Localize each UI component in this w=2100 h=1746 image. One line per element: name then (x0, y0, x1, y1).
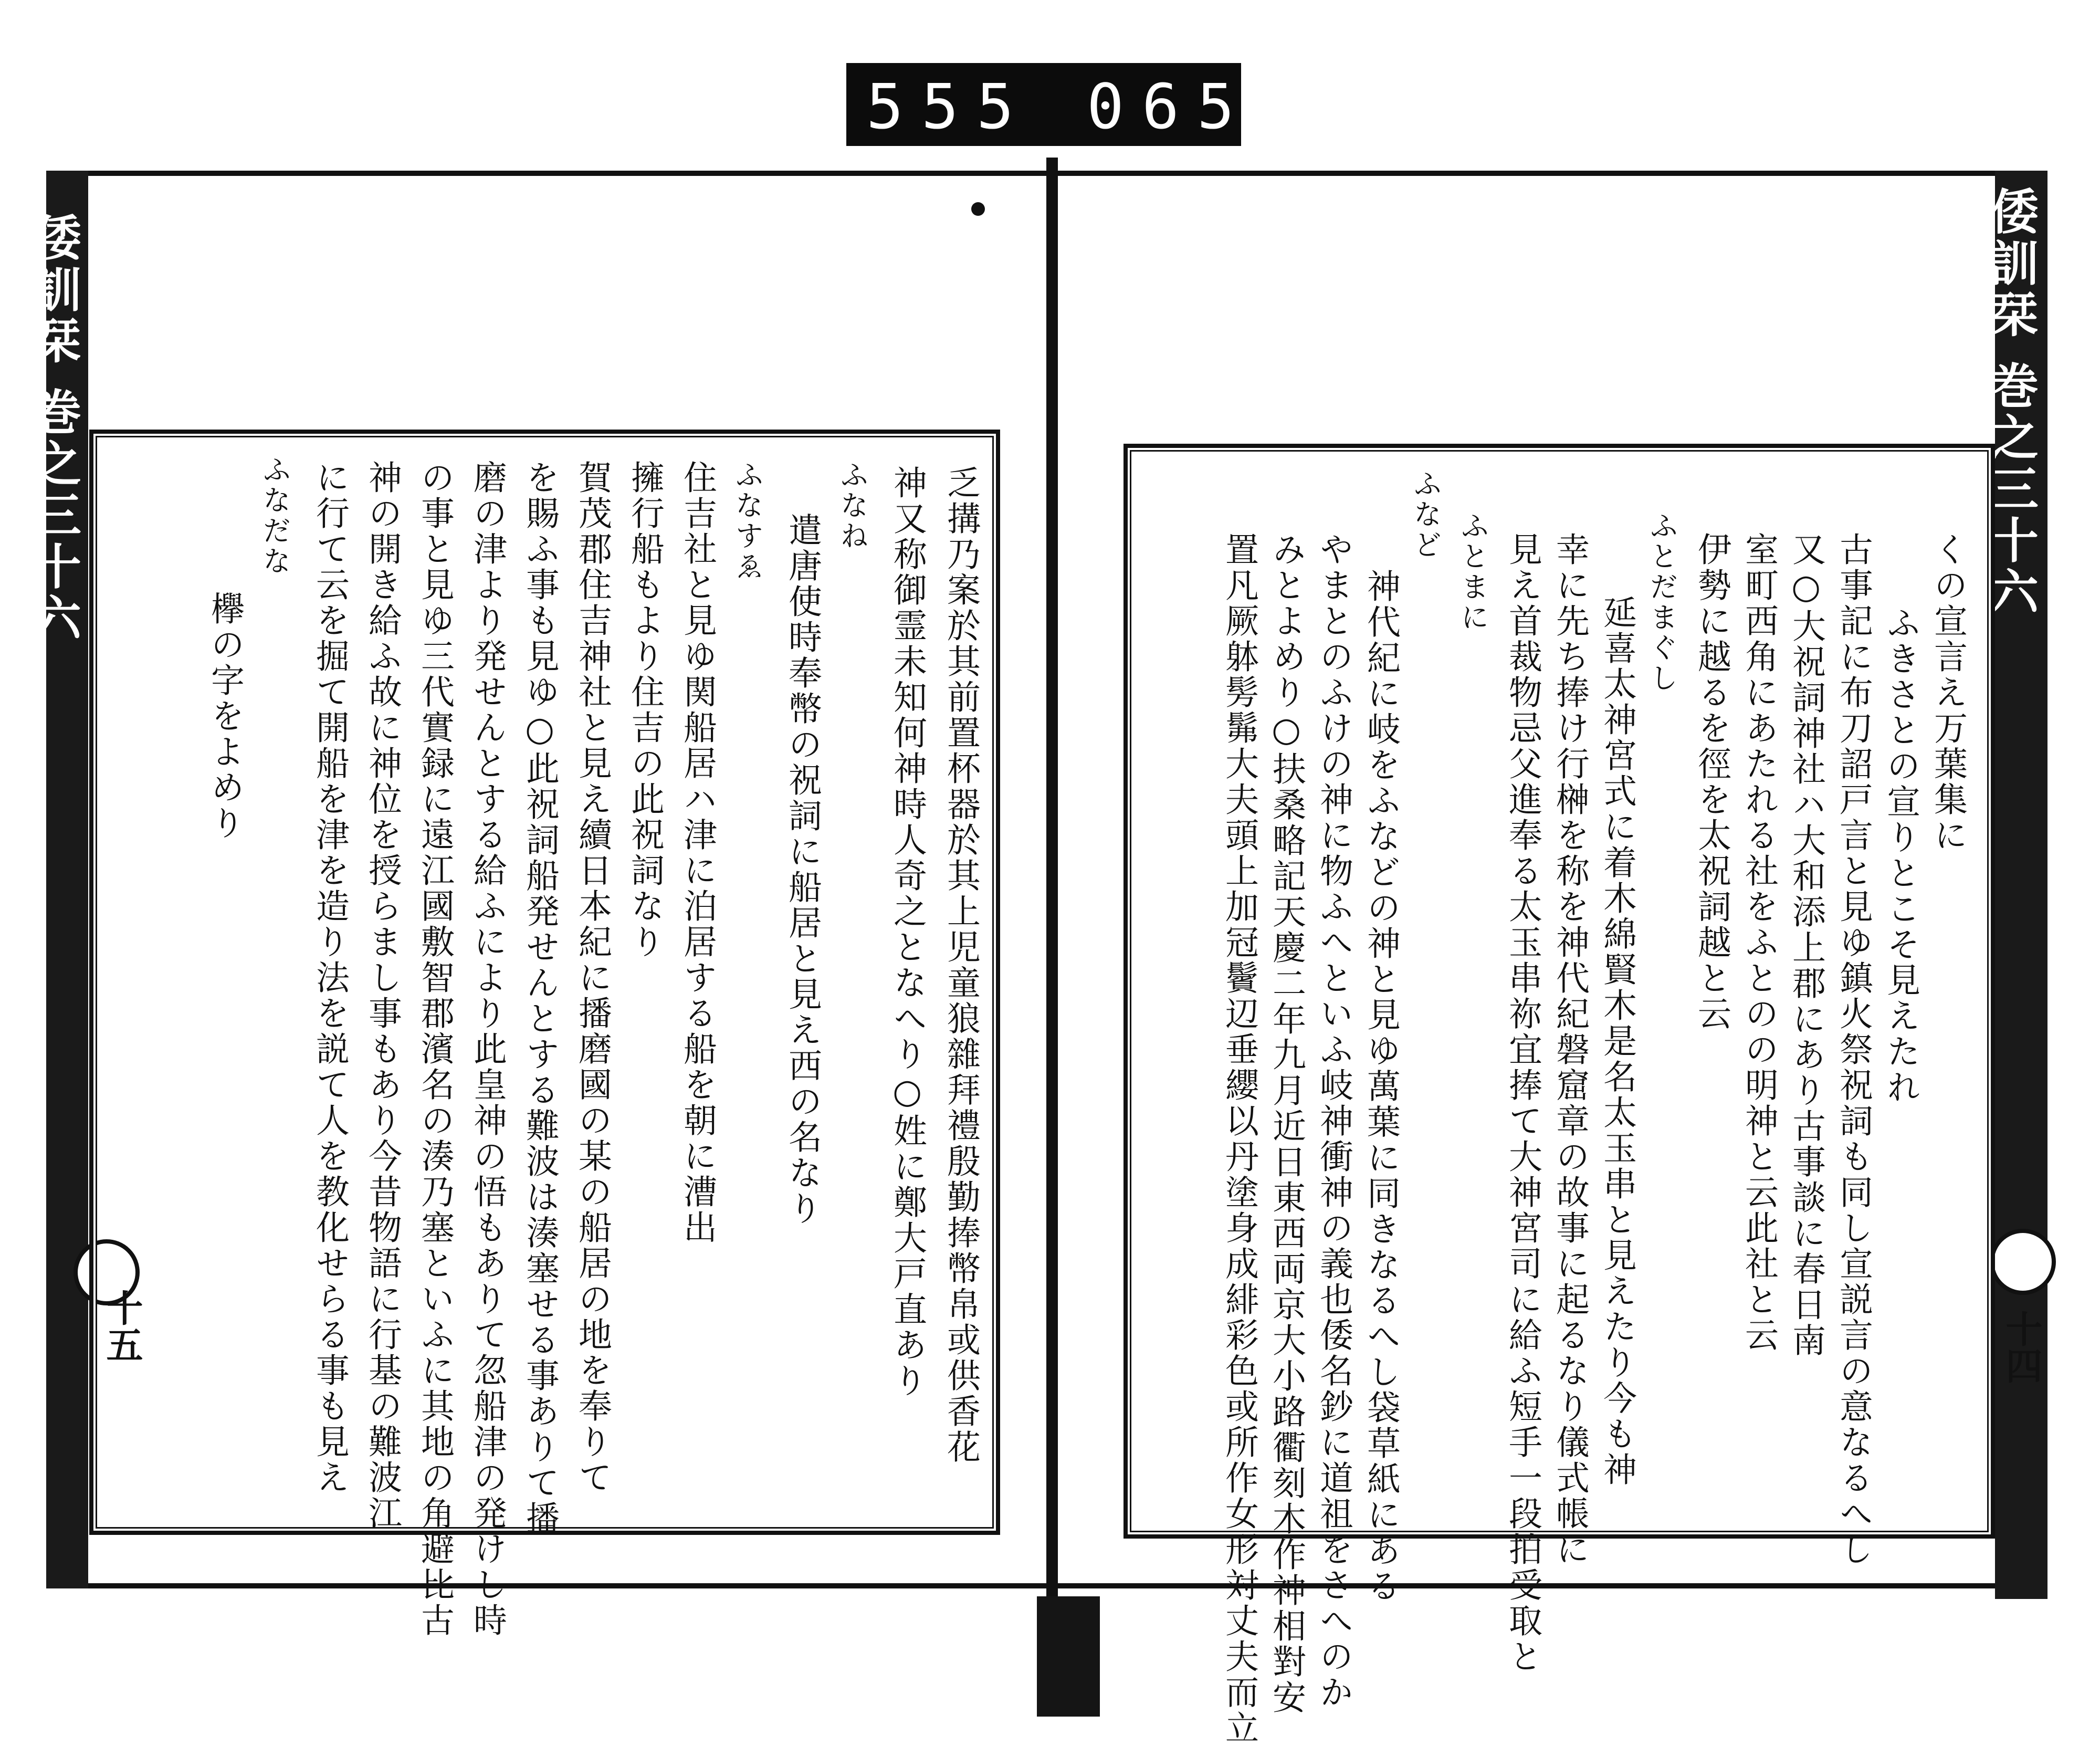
right-spine (1982, 171, 2048, 1599)
left-folio-number: 十五 (100, 1289, 144, 1363)
label-number-left: 555 (866, 70, 1032, 143)
text-column: 神の開き給ふ故に神位を授らまし事もあり今昔物語に行基の難波江 (363, 460, 402, 1531)
entry-heading: ふなすゑ (731, 460, 764, 582)
text-column: 伊勢に越るを徑を太祝詞越と云 (1692, 532, 1731, 1032)
text-column: 置凡厥躰髣髴大夫頭上加冠鬢辺垂纓以丹塗身成緋彩色或所作女形対丈夫而立 (1220, 532, 1258, 1746)
text-column: を賜ふ事も見ゆ○此祝詞船発せんとする難波は湊塞せる事ありて播 (520, 460, 559, 1536)
text-column: 賀茂郡住吉神社と見え續日本紀に播磨國の某の船居の地を奉りて (573, 460, 612, 1496)
ink-spot (971, 202, 985, 216)
right-folio-number: 十四 (2000, 1310, 2043, 1384)
left-spine (25, 171, 88, 1588)
text-column: 延喜太神宮式に着木綿賢木是名太玉串と見えたり今も神 (1598, 595, 1636, 1488)
label-number-right: 065 (1087, 70, 1253, 143)
text-column: 又○大祝詞神社ハ大和添上郡にあり古事談に春日南 (1787, 532, 1825, 1358)
entry-heading: ふなね (836, 460, 869, 551)
left-spine-title: 倭訓栞 巻之三十六 (25, 213, 82, 645)
text-column: 欅の字をよめり (205, 591, 244, 841)
text-column: に行て云を掘て開船を津を造り法を説て人を教化せらる事も見え (310, 460, 349, 1496)
text-column: 乏搆乃案於其前置杯器於其上児童狼雜拜禮殷勤捧幣帛或供香花 (941, 465, 980, 1465)
book-gutter (1046, 158, 1058, 1617)
entry-heading: ふとだまぐし (1645, 511, 1678, 694)
text-column: ふきさとの宣りとこそ見えたれ (1881, 605, 1920, 1105)
text-column: 磨の津より発せんとする給ふにより此皇神の悟もありて忽船津の発けし時 (468, 460, 507, 1638)
text-column: 幸に先ち捧け行榊を称を神代紀磐窟章の故事に起るなり儀式帳に (1550, 532, 1589, 1567)
text-column: くの宣言え万葉集に (1928, 532, 1967, 853)
entry-heading: ふなど (1409, 469, 1442, 560)
text-column: の事と見ゆ三代實録に遠江國敷智郡濱名の湊乃塞といふに其地の角避比古 (415, 460, 454, 1638)
text-column: 擁行船もより住吉の此祝詞なり (625, 460, 664, 960)
text-column: 神代紀に岐をふなどの神と見ゆ萬葉に同きなるへし袋草紙にある (1361, 569, 1400, 1604)
text-column: 神又称御霊未知何神時人奇之となへり○姓に鄭大戸直あり (888, 465, 927, 1399)
text-column: みとよめり○扶桑略記天慶二年九月近日東西両京大小路衢刻木作神相對安 (1267, 532, 1306, 1716)
gutter-shadow (1037, 1596, 1100, 1717)
text-column: 古事記に布刀詔戸言と見ゆ鎮火祭祝詞も同し宣説言の意なるへし (1834, 532, 1873, 1567)
right-text-frame (1124, 444, 1995, 1746)
text-column: 見え首裁物忌父進奉る太玉串祢宜捧て大神宮司に給ふ短手一段拍受取と (1503, 532, 1542, 1675)
left-text-frame (89, 430, 1000, 1638)
entry-heading: ふとまに (1456, 511, 1489, 633)
text-column: 室町西角にあたれる社をふとのの明神と云此社と云 (1739, 532, 1778, 1353)
entry-heading: ふなだな (258, 455, 291, 577)
right-spine-title: 倭訓栞 巻之三十六 (1982, 186, 2039, 619)
text-column: やまとのふけの神に物ふへといふ岐神衝神の義也倭名鈔に道祖をさへのか (1314, 532, 1353, 1710)
text-column: 遣唐使時奉幣の祝詞に船居と見え西の名なり (783, 513, 822, 1227)
archive-label (846, 63, 1253, 146)
right-margin-circle (1990, 1229, 2056, 1295)
text-column: 住吉社と見ゆ関船居ハ津に泊居する船を朝に漕出 (678, 460, 717, 1246)
